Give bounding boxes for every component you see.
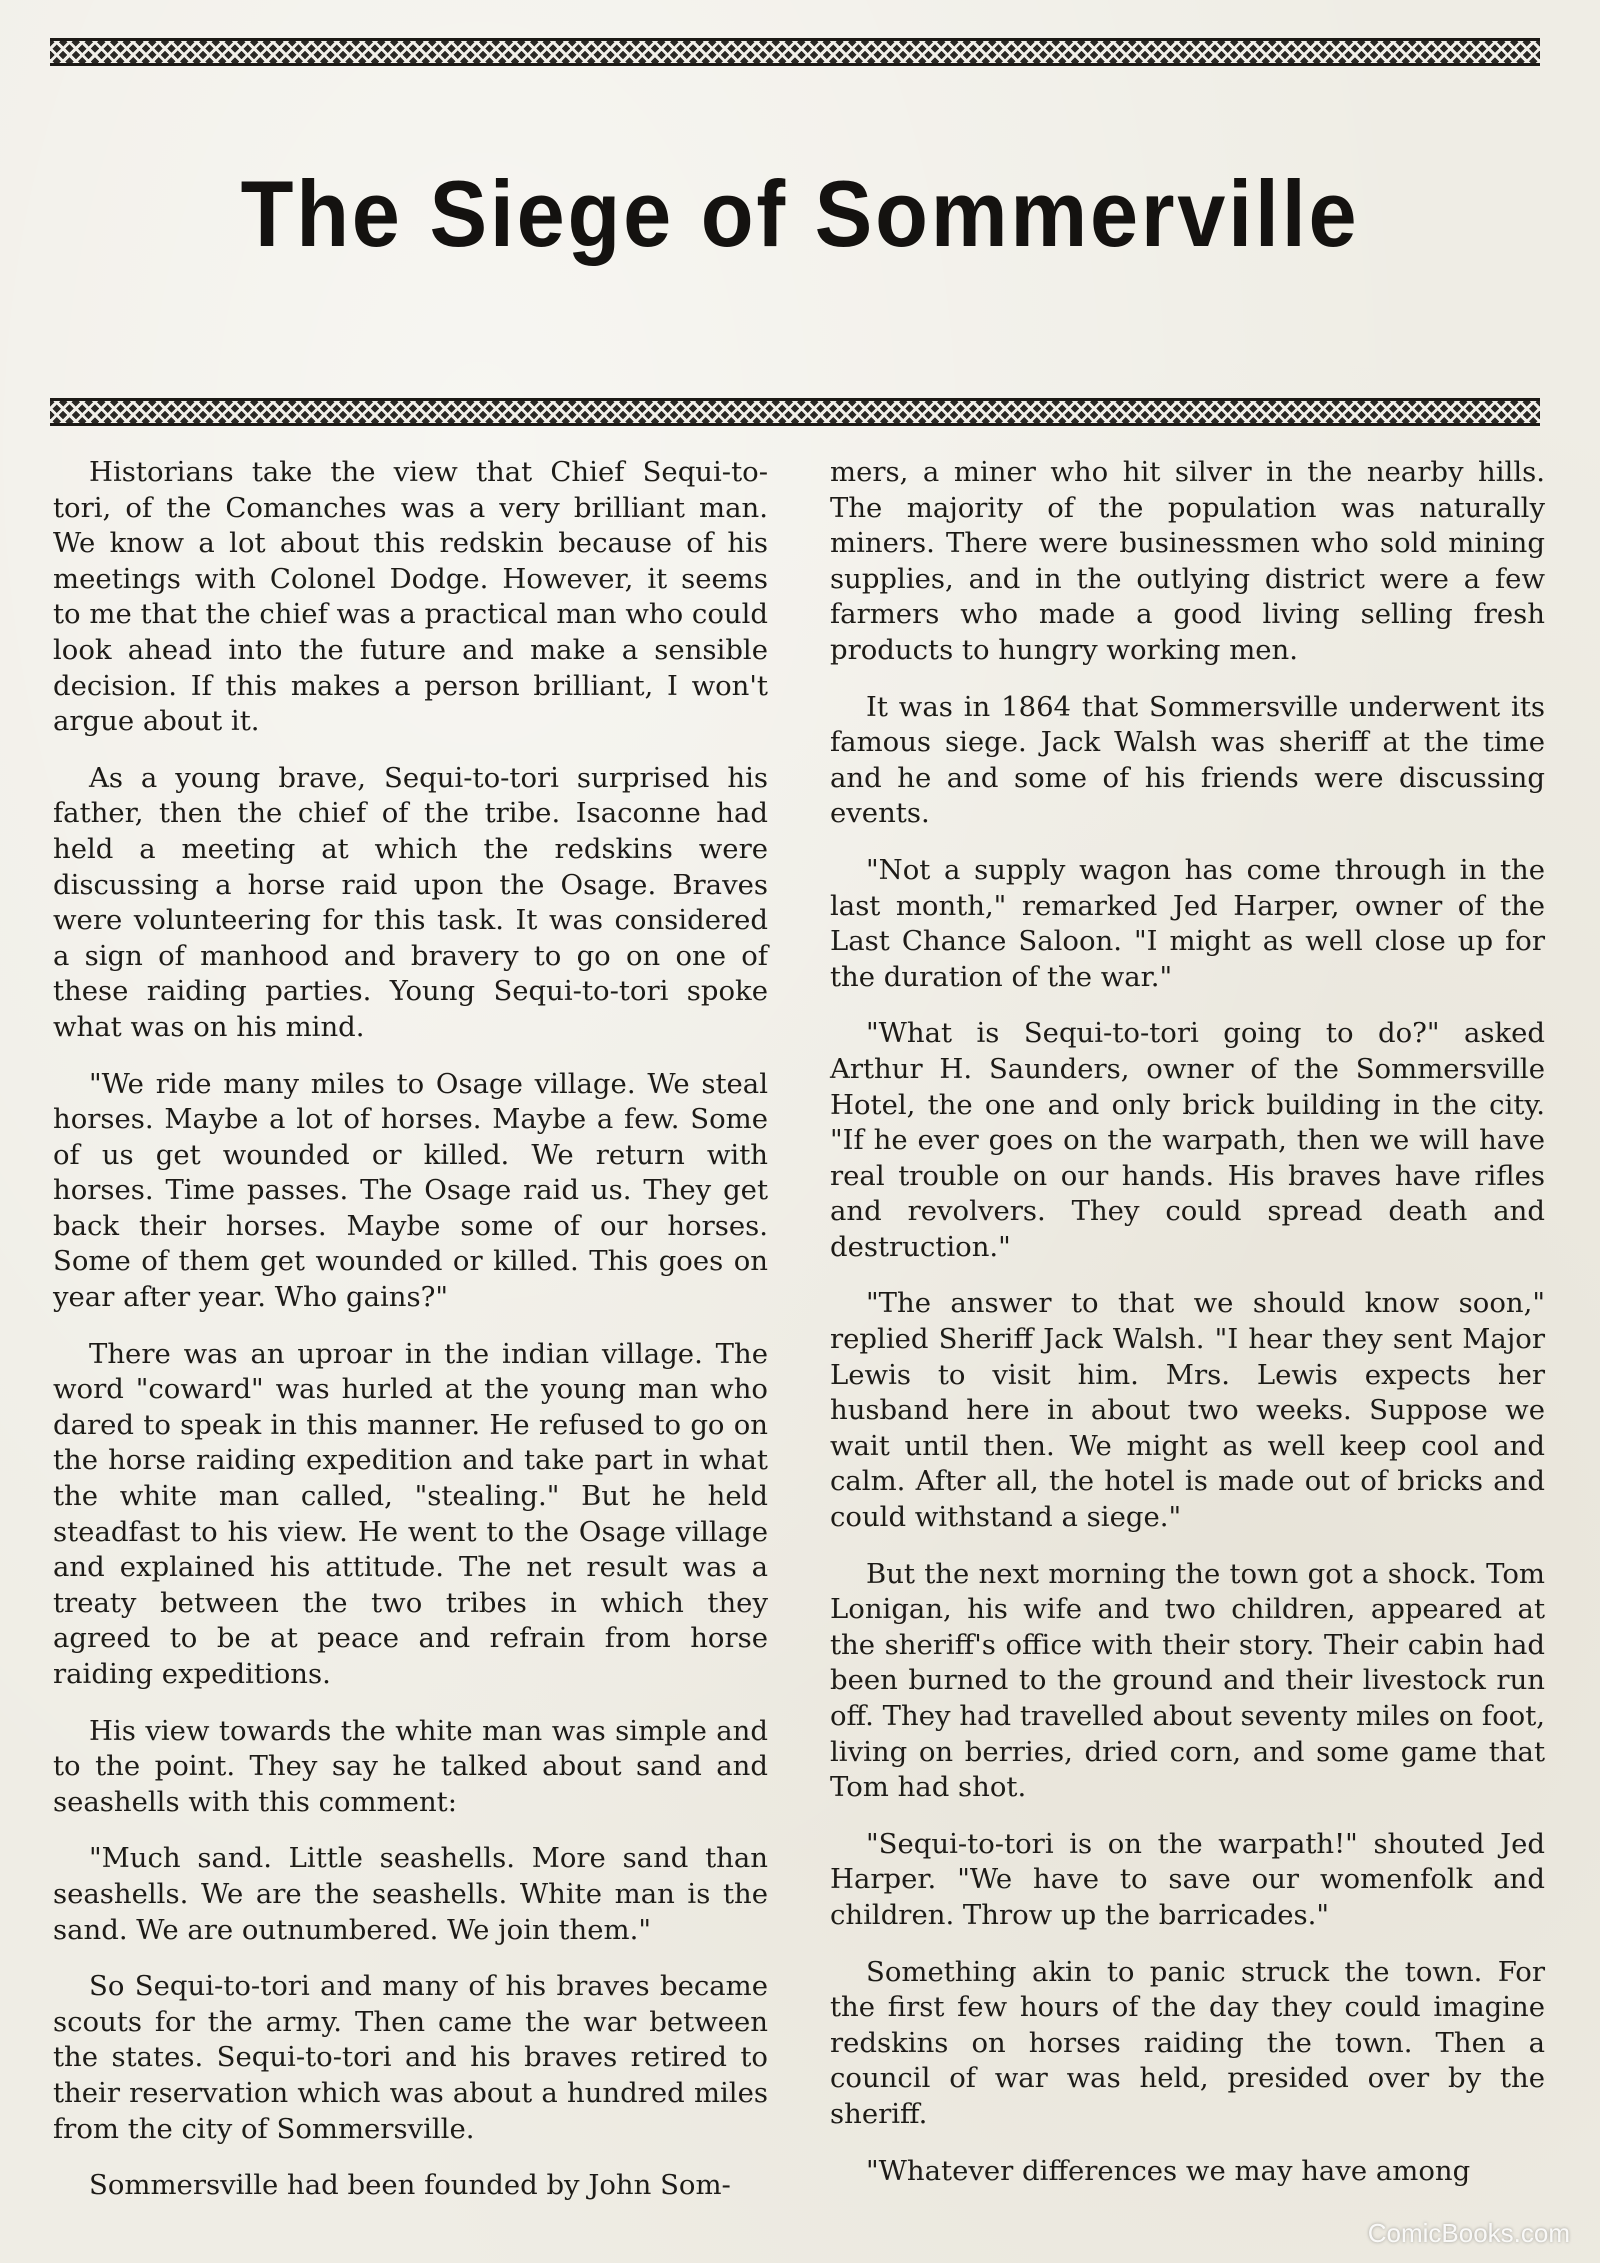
paragraph: As a young brave, Sequi-to-tori surprised his father, then the chief of the tribe. Isaconne had held a meeting at which the redskins were discussing a horse raid upon the Osage. Braves were volunteering for this task. It was considered a sign of manhood and bravery to go on one of these raiding parties. Young Sequi-to-tori spoke what was on his mind. — [53, 761, 768, 1043]
paragraph: It was in 1864 that Sommersville underwent its famous siege. Jack Walsh was sheriff at the time and he and some of his friends were discussing events. — [830, 690, 1545, 830]
paragraph: "What is Sequi-to-tori going to do?" asked Arthur H. Saunders, owner of the Sommersville Hotel, the one and only brick building in the city. "If he ever goes on the warpath, then we will have real trouble on our hands. His braves have rifles and revolvers. They could spread death and destruction." — [830, 1017, 1545, 1263]
top-decorative-border — [50, 38, 1540, 66]
paragraph: mers, a miner who hit silver in the nearby hills. The majority of the population was naturally miners. There were businessmen who sold mining supplies, and in the outlying district were a few farmers who made a good living selling fresh products to hungry working men. — [830, 456, 1545, 666]
paragraph: "We ride many miles to Osage village. We steal horses. Maybe a lot of horses. Maybe a few. Some of us get wounded or killed. We return with horses. Time passes. The Osage raid us. They get back their horses. Maybe some of our horses. Some of them get wounded or killed. This goes on year after year. Who gains?" — [53, 1067, 768, 1314]
paragraph: "The answer to that we should know soon," replied Sheriff Jack Walsh. "I hear they sent Major Lewis to visit him. Mrs. Lewis expects her husband here in about two weeks. Suppose we wait until then. We might as well keep cool and calm. After all, the hotel is made out of bricks and could withstand a siege." — [830, 1287, 1545, 1534]
right-column — [830, 455, 1545, 2189]
paragraph: So Sequi-to-tori and many of his braves became scouts for the army. Then came the war between the states. Sequi-to-tori and his braves retired to their reservation which was about a hundred miles from the city of Sommersville. — [53, 1970, 768, 2145]
title-divider-border — [50, 398, 1540, 426]
article-title: The Siege of Sommerville — [240, 161, 1360, 266]
paragraph: "Much sand. Little seashells. More sand than seashells. We are the seashells. White man is the sand. We are outnumbered. We join them." — [53, 1842, 768, 1946]
left-column — [53, 455, 768, 2204]
paragraph: There was an uproar in the indian village. The word "coward" was hurled at the young man who dared to speak in this manner. He refused to go on the horse raiding expedition and take part in what the white man called, "stealing." But he held steadfast to his view. He went to the Osage village and explained his attitude. The net result was a treaty between the two tribes in which they agreed to be at peace and refrain from horse raiding expeditions. — [53, 1337, 768, 1690]
paragraph: "Whatever differences we may have among — [866, 2154, 1471, 2187]
paragraph: Historians take the view that Chief Sequi-to-tori, of the Comanches was a very brilliant man. We know a lot about this redskin because of his meetings with Colonel Dodge. However, it seems to me that the chief was a practical man who could look ahead into the future and make a sensible decision. If this makes a person brilliant, I won't argue about it. — [53, 456, 768, 738]
paragraph: Something akin to panic struck the town. For the first few hours of the day they could imagine redskins on horses raiding the town. Then a council of war was held, presided over by the sheriff. — [830, 1955, 1545, 2130]
paragraph: But the next morning the town got a shock. Tom Lonigan, his wife and two children, appeared at the sheriff's office with their story. Their cabin had been burned to the ground and their livestock run off. They had travelled about seventy miles on foot, living on berries, dried corn, and some game that Tom had shot. — [830, 1557, 1545, 1804]
paragraph: His view towards the white man was simple and to the point. They say he talked about sand and seashells with this comment: — [53, 1714, 768, 1818]
paragraph: "Not a supply wagon has come through in the last month," remarked Jed Harper, owner of the Last Chance Saloon. "I might as well close up for the duration of the war." — [830, 853, 1545, 993]
site-watermark: ComicBooks.com — [1367, 2218, 1570, 2248]
paragraph: Sommersville had been founded by John Som- — [89, 2169, 731, 2202]
paragraph: "Sequi-to-tori is on the warpath!" shouted Jed Harper. "We have to save our womenfolk and children. Throw up the barricades." — [830, 1827, 1545, 1931]
